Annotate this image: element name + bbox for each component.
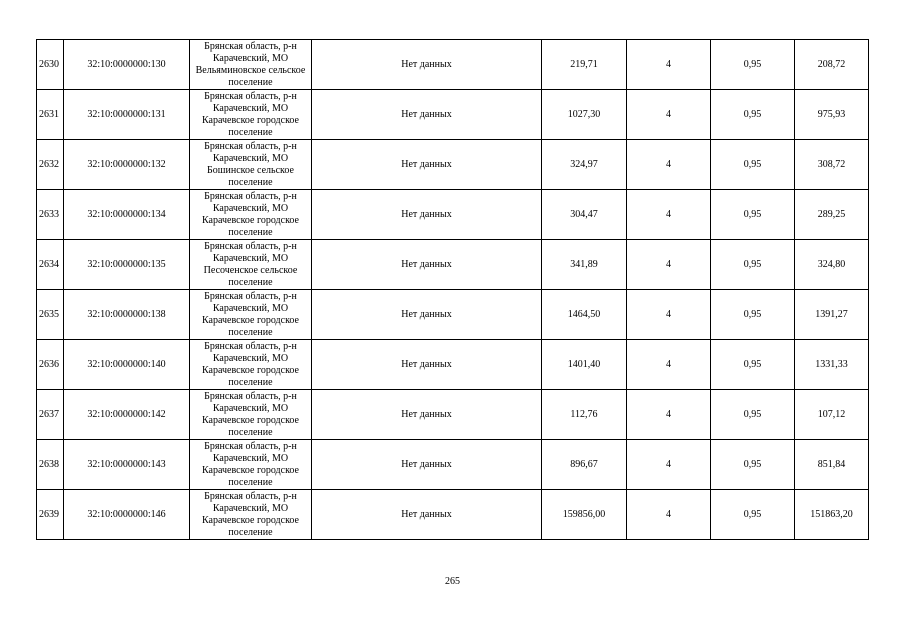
address-cell: Брянская область, р-н Карачевский, МО Карачевское городское поселение [190,340,312,390]
value-1-cell: 324,97 [542,140,627,190]
value-2-cell: 4 [627,290,711,340]
value-4-cell: 208,72 [795,40,869,90]
value-4-cell: 289,25 [795,190,869,240]
table-row [37,190,869,240]
value-1-cell: 1401,40 [542,340,627,390]
address-cell: Брянская область, р-н Карачевский, МО Карачевское городское поселение [190,290,312,340]
value-2-cell: 4 [627,440,711,490]
table-row [37,490,869,540]
cadastral-number-cell: 32:10:0000000:130 [64,40,190,90]
value-2-cell: 4 [627,140,711,190]
value-4-cell: 107,12 [795,390,869,440]
value-3-cell: 0,95 [711,240,795,290]
cadastral-number-cell: 32:10:0000000:132 [64,140,190,190]
value-3-cell: 0,95 [711,90,795,140]
value-4-cell: 1331,33 [795,340,869,390]
info-cell: Нет данных [312,40,542,90]
address-cell: Брянская область, р-н Карачевский, МО Песоченское сельское поселение [190,240,312,290]
value-3-cell: 0,95 [711,340,795,390]
value-1-cell: 896,67 [542,440,627,490]
address-cell: Брянская область, р-н Карачевский, МО Карачевское городское поселение [190,440,312,490]
row-number-cell: 2631 [37,90,64,140]
value-3-cell: 0,95 [711,290,795,340]
info-cell: Нет данных [312,140,542,190]
table-row [37,90,869,140]
table-row [37,140,869,190]
value-4-cell: 308,72 [795,140,869,190]
cadastral-number-cell: 32:10:0000000:135 [64,240,190,290]
info-cell: Нет данных [312,340,542,390]
value-4-cell: 324,80 [795,240,869,290]
value-3-cell: 0,95 [711,390,795,440]
row-number-cell: 2632 [37,140,64,190]
table-row [37,340,869,390]
cadastral-number-cell: 32:10:0000000:146 [64,490,190,540]
value-1-cell: 219,71 [542,40,627,90]
value-3-cell: 0,95 [711,40,795,90]
cadastral-number-cell: 32:10:0000000:140 [64,340,190,390]
value-3-cell: 0,95 [711,440,795,490]
row-number-cell: 2639 [37,490,64,540]
info-cell: Нет данных [312,490,542,540]
cadastral-number-cell: 32:10:0000000:134 [64,190,190,240]
value-1-cell: 1464,50 [542,290,627,340]
table-row [37,390,869,440]
table-row [37,440,869,490]
info-cell: Нет данных [312,90,542,140]
row-number-cell: 2637 [37,390,64,440]
info-cell: Нет данных [312,240,542,290]
value-4-cell: 151863,20 [795,490,869,540]
info-cell: Нет данных [312,290,542,340]
value-2-cell: 4 [627,90,711,140]
table-row [37,240,869,290]
value-2-cell: 4 [627,390,711,440]
value-2-cell: 4 [627,240,711,290]
cadastral-number-cell: 32:10:0000000:143 [64,440,190,490]
value-3-cell: 0,95 [711,140,795,190]
value-1-cell: 341,89 [542,240,627,290]
table-row [37,290,869,340]
value-2-cell: 4 [627,490,711,540]
cadastral-number-cell: 32:10:0000000:138 [64,290,190,340]
value-1-cell: 1027,30 [542,90,627,140]
value-3-cell: 0,95 [711,490,795,540]
value-2-cell: 4 [627,40,711,90]
value-1-cell: 112,76 [542,390,627,440]
table-row [37,40,869,90]
address-cell: Брянская область, р-н Карачевский, МО Бошинское сельское поселение [190,140,312,190]
value-2-cell: 4 [627,340,711,390]
row-number-cell: 2635 [37,290,64,340]
address-cell: Брянская область, р-н Карачевский, МО Карачевское городское поселение [190,90,312,140]
value-4-cell: 851,84 [795,440,869,490]
row-number-cell: 2633 [37,190,64,240]
value-3-cell: 0,95 [711,190,795,240]
row-number-cell: 2638 [37,440,64,490]
row-number-cell: 2636 [37,340,64,390]
address-cell: Брянская область, р-н Карачевский, МО Карачевское городское поселение [190,190,312,240]
cadastral-number-cell: 32:10:0000000:131 [64,90,190,140]
info-cell: Нет данных [312,390,542,440]
cadastral-number-cell: 32:10:0000000:142 [64,390,190,440]
page-number: 265 [445,576,460,587]
info-cell: Нет данных [312,190,542,240]
value-1-cell: 304,47 [542,190,627,240]
address-cell: Брянская область, р-н Карачевский, МО Карачевское городское поселение [190,390,312,440]
row-number-cell: 2634 [37,240,64,290]
value-4-cell: 975,93 [795,90,869,140]
value-1-cell: 159856,00 [542,490,627,540]
address-cell: Брянская область, р-н Карачевский, МО Карачевское городское поселение [190,490,312,540]
value-4-cell: 1391,27 [795,290,869,340]
value-2-cell: 4 [627,190,711,240]
row-number-cell: 2630 [37,40,64,90]
cadastral-value-table [36,39,869,540]
info-cell: Нет данных [312,440,542,490]
table-body [37,40,869,540]
address-cell: Брянская область, р-н Карачевский, МО Вельяминовское сельское поселение [190,40,312,90]
